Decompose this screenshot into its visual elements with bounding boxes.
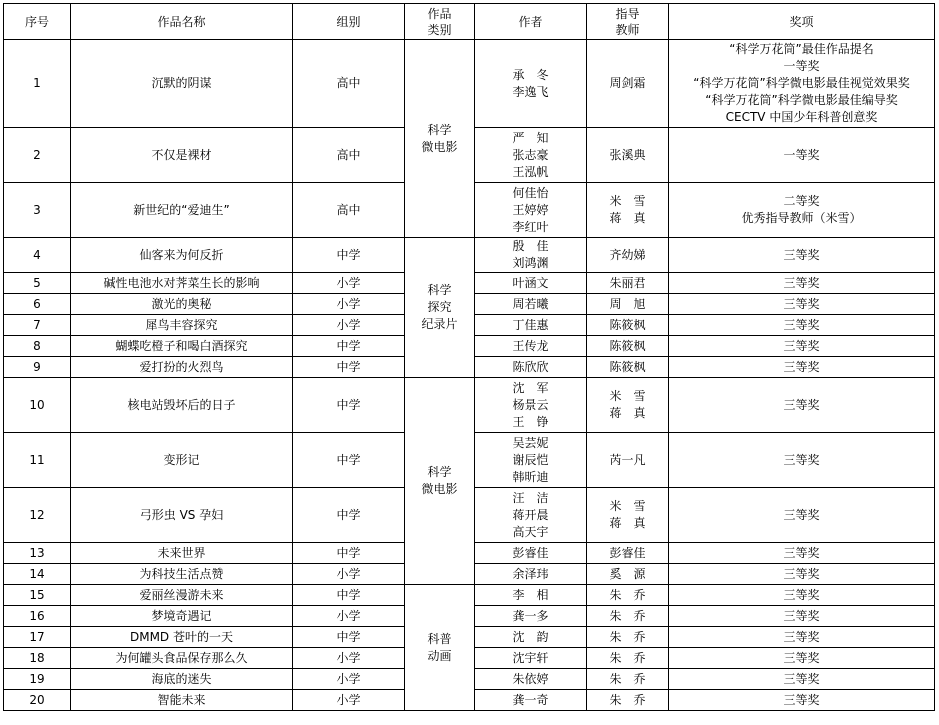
author-name: 严 知 xyxy=(512,130,549,145)
award-cell xyxy=(669,585,935,606)
author-name: 汪 洁 xyxy=(512,490,549,505)
teacher-cell xyxy=(587,336,669,357)
award-line: 三等奖 xyxy=(783,247,820,262)
row-number: 9 xyxy=(4,357,71,378)
award-cell xyxy=(669,357,935,378)
row-number: 3 xyxy=(4,183,71,238)
author-name: 王婷婷 xyxy=(512,202,549,217)
header-teacher-line: 教师 xyxy=(615,22,640,37)
category-line: 微电影 xyxy=(421,482,458,496)
category-line: 科学 xyxy=(427,283,452,297)
row-number: 15 xyxy=(4,585,71,606)
teacher-name: 齐幼娣 xyxy=(609,247,646,262)
group-cell: 小学 xyxy=(293,669,405,690)
author-cell xyxy=(475,564,587,585)
award-cell xyxy=(669,273,935,294)
teacher-name: 张溪典 xyxy=(609,147,646,162)
teacher-cell xyxy=(587,648,669,669)
header-type xyxy=(405,4,475,40)
row-number: 7 xyxy=(4,315,71,336)
teacher-name: 陈筱枫 xyxy=(609,317,646,332)
work-title: 蝴蝶吃橙子和喝白酒探究 xyxy=(71,336,293,357)
author-name: 龚一奇 xyxy=(512,692,549,707)
header-author: 作者 xyxy=(475,4,587,40)
author-cell xyxy=(475,690,587,711)
author-name: 承 冬 xyxy=(512,67,549,82)
category-line: 科学 xyxy=(427,122,452,137)
author-name: 丁佳惠 xyxy=(512,317,549,332)
award-cell xyxy=(669,128,935,183)
row-number: 2 xyxy=(4,128,71,183)
row-number: 5 xyxy=(4,273,71,294)
author-name: 彭睿佳 xyxy=(512,545,549,560)
award-cell xyxy=(669,669,935,690)
table-row xyxy=(4,378,935,433)
author-cell xyxy=(475,128,587,183)
award-cell xyxy=(669,378,935,433)
work-title: 为科技生活点赞 xyxy=(71,564,293,585)
group-cell: 中学 xyxy=(293,433,405,488)
teacher-cell xyxy=(587,294,669,315)
category-cell xyxy=(405,238,475,378)
teacher-name: 陈筱枫 xyxy=(609,359,646,374)
award-line: 三等奖 xyxy=(783,629,820,644)
work-title: 变形记 xyxy=(71,433,293,488)
group-cell: 小学 xyxy=(293,690,405,711)
header-no: 序号 xyxy=(4,4,71,40)
author-name: 叶涵文 xyxy=(512,275,549,290)
author-name: 周若曦 xyxy=(512,296,549,311)
award-cell xyxy=(669,183,935,238)
row-number: 16 xyxy=(4,606,71,627)
teacher-name: 朱 乔 xyxy=(609,692,646,707)
work-title: 新世纪的“爱迪生” xyxy=(71,183,293,238)
work-title: 智能未来 xyxy=(71,690,293,711)
row-number: 14 xyxy=(4,564,71,585)
author-name: 李 相 xyxy=(512,587,549,602)
author-cell xyxy=(475,273,587,294)
row-number: 13 xyxy=(4,543,71,564)
group-cell: 中学 xyxy=(293,378,405,433)
header-type-line: 类别 xyxy=(427,22,452,37)
teacher-name: 周剑霜 xyxy=(609,76,646,90)
row-number: 19 xyxy=(4,669,71,690)
row-number: 10 xyxy=(4,378,71,433)
author-name: 沈 军 xyxy=(512,380,549,395)
author-name: 刘鸿渊 xyxy=(512,256,549,270)
teacher-name: 蒋 真 xyxy=(609,406,646,420)
author-cell xyxy=(475,488,587,543)
award-cell xyxy=(669,543,935,564)
teacher-name: 米 雪 xyxy=(609,194,646,208)
author-cell xyxy=(475,357,587,378)
teacher-cell xyxy=(587,273,669,294)
work-title: 爱丽丝漫游未来 xyxy=(71,585,293,606)
group-cell: 中学 xyxy=(293,627,405,648)
header-title: 作品名称 xyxy=(71,4,293,40)
teacher-name: 蒋 真 xyxy=(609,516,646,530)
teacher-name: 蒋 真 xyxy=(609,211,646,225)
award-line: “科学万花筒”科学微电影最佳视觉效果奖 xyxy=(693,76,910,90)
work-title: 未来世界 xyxy=(71,543,293,564)
category-line: 探究 xyxy=(427,300,452,314)
award-line: 三等奖 xyxy=(783,650,820,665)
teacher-cell xyxy=(587,183,669,238)
award-cell xyxy=(669,690,935,711)
row-number: 18 xyxy=(4,648,71,669)
author-cell xyxy=(475,585,587,606)
award-line: 三等奖 xyxy=(783,397,820,412)
teacher-cell xyxy=(587,564,669,585)
author-name: 王 铮 xyxy=(512,414,549,429)
award-line: 二等奖 xyxy=(783,194,820,208)
award-cell xyxy=(669,564,935,585)
award-line: “科学万花筒”科学微电影最佳编导奖 xyxy=(705,93,898,107)
work-title: 仙客来为何反折 xyxy=(71,238,293,273)
author-cell xyxy=(475,336,587,357)
table-row xyxy=(4,40,935,128)
author-cell xyxy=(475,378,587,433)
teacher-name: 朱 乔 xyxy=(609,629,646,644)
award-line: 三等奖 xyxy=(783,587,820,602)
teacher-cell xyxy=(587,357,669,378)
teacher-cell xyxy=(587,606,669,627)
teacher-name: 朱 乔 xyxy=(609,671,646,686)
author-name: 王泓帆 xyxy=(512,164,549,179)
row-number: 1 xyxy=(4,40,71,128)
author-name: 龚一多 xyxy=(512,608,549,623)
teacher-cell xyxy=(587,315,669,336)
category-cell xyxy=(405,378,475,585)
author-cell xyxy=(475,315,587,336)
award-cell xyxy=(669,238,935,273)
author-name: 杨景云 xyxy=(512,397,549,412)
category-line: 微电影 xyxy=(421,139,458,154)
award-cell xyxy=(669,336,935,357)
award-line: 三等奖 xyxy=(783,296,820,311)
category-line: 科学 xyxy=(427,465,452,479)
award-line: 三等奖 xyxy=(783,338,820,353)
award-cell xyxy=(669,648,935,669)
work-title: 爱打扮的火烈鸟 xyxy=(71,357,293,378)
group-cell: 小学 xyxy=(293,606,405,627)
group-cell: 小学 xyxy=(293,315,405,336)
author-name: 沈宇轩 xyxy=(512,650,549,665)
teacher-name: 芮一凡 xyxy=(609,452,646,467)
award-line: 优秀指导教师（米雪） xyxy=(741,211,862,225)
row-number: 4 xyxy=(4,238,71,273)
header-teacher xyxy=(587,4,669,40)
teacher-cell xyxy=(587,585,669,606)
teacher-cell xyxy=(587,40,669,128)
group-cell: 中学 xyxy=(293,543,405,564)
award-line: 三等奖 xyxy=(783,608,820,623)
award-cell xyxy=(669,627,935,648)
award-line: 三等奖 xyxy=(783,692,820,707)
award-line: 三等奖 xyxy=(783,275,820,290)
table-row xyxy=(4,585,935,606)
group-cell: 中学 xyxy=(293,357,405,378)
row-number: 8 xyxy=(4,336,71,357)
work-title: 不仅是裸材 xyxy=(71,128,293,183)
author-cell xyxy=(475,648,587,669)
group-cell: 中学 xyxy=(293,238,405,273)
author-cell xyxy=(475,238,587,273)
award-line: 三等奖 xyxy=(783,507,820,522)
table-body xyxy=(4,40,935,711)
author-name: 张志豪 xyxy=(512,147,549,162)
header-type-line: 作品 xyxy=(427,6,452,21)
group-cell: 高中 xyxy=(293,128,405,183)
award-line: 一等奖 xyxy=(783,147,820,162)
award-line: 三等奖 xyxy=(783,359,820,374)
author-cell xyxy=(475,669,587,690)
category-cell xyxy=(405,40,475,238)
teacher-cell xyxy=(587,488,669,543)
author-name: 谢辰恺 xyxy=(512,452,549,467)
author-name: 王传龙 xyxy=(512,338,549,353)
category-line: 纪录片 xyxy=(421,317,458,331)
award-cell xyxy=(669,315,935,336)
teacher-cell xyxy=(587,238,669,273)
award-cell xyxy=(669,40,935,128)
author-name: 何佳怡 xyxy=(512,185,549,200)
work-title: 沉默的阴谋 xyxy=(71,40,293,128)
teacher-name: 米 雪 xyxy=(609,389,646,403)
row-number: 20 xyxy=(4,690,71,711)
work-title: 碱性电池水对荠菜生长的影响 xyxy=(71,273,293,294)
group-cell: 中学 xyxy=(293,488,405,543)
header-award: 奖项 xyxy=(669,4,935,40)
author-name: 殷 佳 xyxy=(512,239,549,253)
teacher-name: 奚 源 xyxy=(609,566,646,581)
author-cell xyxy=(475,543,587,564)
teacher-cell xyxy=(587,669,669,690)
group-cell: 小学 xyxy=(293,294,405,315)
teacher-cell xyxy=(587,128,669,183)
award-cell xyxy=(669,433,935,488)
row-number: 12 xyxy=(4,488,71,543)
row-number: 17 xyxy=(4,627,71,648)
group-cell: 中学 xyxy=(293,585,405,606)
award-line: 三等奖 xyxy=(783,566,820,581)
group-cell: 高中 xyxy=(293,183,405,238)
teacher-cell xyxy=(587,627,669,648)
teacher-name: 朱 乔 xyxy=(609,650,646,665)
author-cell xyxy=(475,606,587,627)
work-title: 弓形虫 VS 孕妇 xyxy=(71,488,293,543)
category-line: 科普 xyxy=(427,631,452,646)
teacher-name: 朱 乔 xyxy=(609,608,646,623)
group-cell: 小学 xyxy=(293,564,405,585)
category-line: 动画 xyxy=(427,648,452,663)
award-line: 三等奖 xyxy=(783,317,820,332)
category-cell xyxy=(405,585,475,711)
author-name: 韩昕迪 xyxy=(512,469,549,484)
work-title: 犀鸟丰容探究 xyxy=(71,315,293,336)
author-cell xyxy=(475,627,587,648)
award-line: “科学万花筒”最佳作品提名 xyxy=(729,42,874,56)
group-cell: 小学 xyxy=(293,648,405,669)
author-name: 余泽玮 xyxy=(512,566,549,581)
author-cell xyxy=(475,40,587,128)
teacher-name: 周 旭 xyxy=(609,296,646,311)
awards-table xyxy=(3,3,935,711)
work-title: 为何罐头食品保存那么久 xyxy=(71,648,293,669)
author-name: 陈欣欣 xyxy=(512,359,549,374)
author-name: 吴芸妮 xyxy=(512,435,549,450)
author-name: 沈 韵 xyxy=(512,629,549,644)
header-group: 组别 xyxy=(293,4,405,40)
author-name: 李逸飞 xyxy=(512,84,549,99)
author-name: 李红叶 xyxy=(512,219,549,234)
row-number: 11 xyxy=(4,433,71,488)
award-line: CECTV 中国少年科普创意奖 xyxy=(725,110,878,124)
teacher-cell xyxy=(587,543,669,564)
header-row xyxy=(4,4,935,40)
group-cell: 小学 xyxy=(293,273,405,294)
header-teacher-line: 指导 xyxy=(615,6,640,21)
author-cell xyxy=(475,433,587,488)
author-name: 高天宇 xyxy=(512,524,549,539)
work-title: 核电站毁坏后的日子 xyxy=(71,378,293,433)
teacher-name: 朱丽君 xyxy=(609,275,646,290)
award-cell xyxy=(669,488,935,543)
work-title: DMMD 苍叶的一天 xyxy=(71,627,293,648)
award-cell xyxy=(669,294,935,315)
award-cell xyxy=(669,606,935,627)
table-row xyxy=(4,238,935,273)
award-line: 三等奖 xyxy=(783,671,820,686)
author-cell xyxy=(475,183,587,238)
group-cell: 高中 xyxy=(293,40,405,128)
author-name: 蒋开晨 xyxy=(512,507,549,522)
work-title: 激光的奥秘 xyxy=(71,294,293,315)
teacher-name: 彭睿佳 xyxy=(609,545,646,560)
award-line: 三等奖 xyxy=(783,452,820,467)
group-cell: 中学 xyxy=(293,336,405,357)
author-cell xyxy=(475,294,587,315)
author-name: 朱依婷 xyxy=(512,671,549,686)
award-line: 一等奖 xyxy=(783,59,820,73)
teacher-name: 朱 乔 xyxy=(609,587,646,602)
teacher-cell xyxy=(587,378,669,433)
row-number: 6 xyxy=(4,294,71,315)
teacher-name: 陈筱枫 xyxy=(609,338,646,353)
teacher-name: 米 雪 xyxy=(609,499,646,513)
teacher-cell xyxy=(587,433,669,488)
work-title: 梦境奇遇记 xyxy=(71,606,293,627)
award-line: 三等奖 xyxy=(783,545,820,560)
teacher-cell xyxy=(587,690,669,711)
work-title: 海底的迷失 xyxy=(71,669,293,690)
